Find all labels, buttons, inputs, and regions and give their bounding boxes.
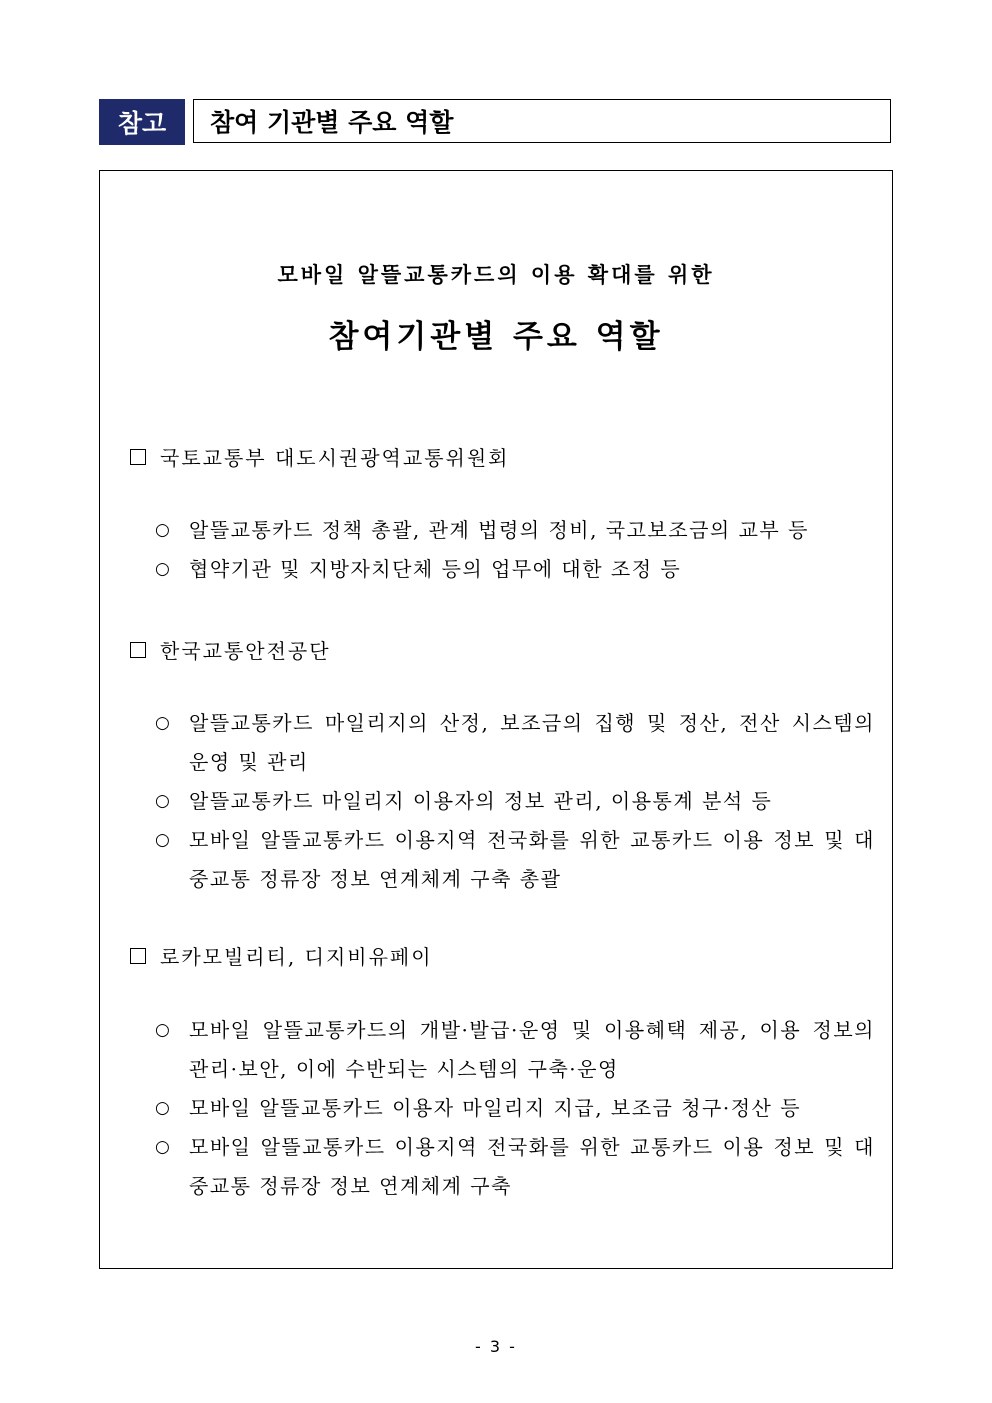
- circle-bullet-icon: ○: [155, 1098, 172, 1118]
- checkbox-square-icon: [130, 449, 146, 465]
- list-item: [155, 1128, 875, 1206]
- list-item-text: 알뜰교통카드 마일리지의 산정, 보조금의 집행 및 정산, 전산 시스템의 운영 및 관리: [189, 711, 875, 774]
- reference-badge: 참고: [99, 99, 185, 145]
- list-item-text: 모바일 알뜰교통카드 이용자 마일리지 지급, 보조금 청구·정산 등: [189, 1096, 802, 1120]
- circle-bullet-icon: ○: [155, 1020, 172, 1040]
- header-title: 참여 기관별 주요 역할: [193, 99, 891, 143]
- circle-bullet-icon: ○: [155, 520, 172, 540]
- list-item: [155, 704, 875, 782]
- list-item: [155, 1089, 875, 1128]
- section-title-operators: [130, 941, 433, 970]
- header-row: [99, 99, 893, 145]
- list-item-text: 알뜰교통카드 정책 총괄, 관계 법령의 정비, 국고보조금의 교부 등: [189, 518, 809, 542]
- list-item-text: 모바일 알뜰교통카드 이용지역 전국화를 위한 교통카드 이용 정보 및 대중교통 정류장 정보 연계체계 구축 총괄: [189, 828, 875, 891]
- circle-bullet-icon: ○: [155, 559, 172, 579]
- list-item-text: 알뜰교통카드 마일리지 이용자의 정보 관리, 이용통계 분석 등: [189, 789, 773, 813]
- list-item: [155, 1011, 875, 1089]
- circle-bullet-icon: ○: [155, 830, 172, 850]
- list-item: [155, 550, 875, 589]
- checkbox-square-icon: [130, 948, 146, 964]
- list-item: [155, 821, 875, 899]
- section-title-text: 한국교통안전공단: [160, 639, 331, 663]
- section-title-text: 국토교통부 대도시권광역교통위원회: [160, 446, 510, 470]
- page-number: - 3 -: [475, 1337, 517, 1356]
- content-box: [99, 170, 893, 1269]
- list-item-text: 협약기관 및 지방자치단체 등의 업무에 대한 조정 등: [189, 557, 682, 581]
- box-title: 참여기관별 주요 역할: [328, 319, 664, 355]
- list-item: [155, 511, 875, 550]
- list-item-text: 모바일 알뜰교통카드 이용지역 전국화를 위한 교통카드 이용 정보 및 대중교통 정류장 정보 연계체계 구축: [189, 1135, 875, 1198]
- circle-bullet-icon: ○: [155, 713, 172, 733]
- section-title-text: 로카모빌리티, 디지비유페이: [160, 945, 433, 969]
- checkbox-square-icon: [130, 642, 146, 658]
- box-subtitle: 모바일 알뜰교통카드의 이용 확대를 위한: [277, 262, 715, 287]
- circle-bullet-icon: ○: [155, 1137, 172, 1157]
- section-title-molit: [130, 442, 509, 471]
- section-title-kotsa: [130, 635, 331, 664]
- list-item-text: 모바일 알뜰교통카드의 개발·발급·운영 및 이용혜택 제공, 이용 정보의 관리·보안, 이에 수반되는 시스템의 구축·운영: [189, 1018, 875, 1081]
- circle-bullet-icon: ○: [155, 791, 172, 811]
- list-item: [155, 782, 875, 821]
